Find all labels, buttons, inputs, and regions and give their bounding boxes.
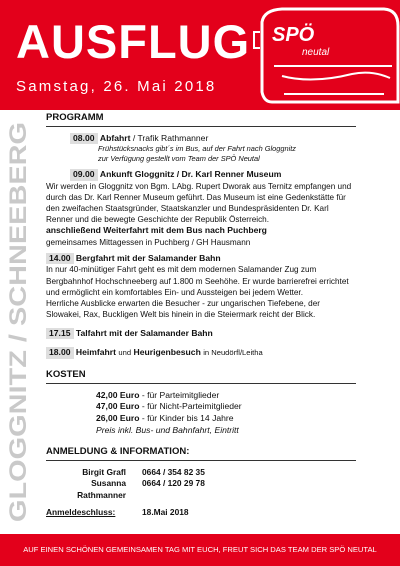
price-amount: 26,00 Euro (96, 412, 140, 423)
price-note: Preis inkl. Bus- und Bahnfahrt, Eintritt (96, 424, 239, 435)
programm-item-talfahrt (46, 328, 356, 340)
programm-item-museum (46, 169, 356, 248)
item-title: Abfahrt (99, 132, 131, 143)
item-note: Frühstücksnacks gibt´s im Bus, auf der Fahrt nach Gloggnitz (98, 144, 296, 154)
kosten-heading: KOSTEN (46, 369, 356, 384)
item-sub: und (118, 348, 132, 358)
contact-name: Susanna Rathmanner (77, 478, 126, 500)
price-label: - für Parteimitglieder (141, 389, 220, 400)
item-title: Heimfahrt (75, 347, 117, 358)
item-time: 09.00 (70, 169, 98, 181)
item-title2: Heurigenbesuch (133, 347, 201, 358)
item-time: 14.00 (46, 253, 74, 265)
header-banner (0, 0, 400, 110)
programm-heading: PROGRAMM (46, 112, 356, 127)
deadline-row (46, 507, 356, 518)
price-amount: 47,00 Euro (96, 401, 140, 412)
svg-text:GLOGGNITZ / SCHNEEBERG: GLOGGNITZ / SCHNEEBERG (5, 189, 32, 522)
item-time: 17.15 (46, 328, 74, 340)
price-label: - für Kinder bis 14 Jahre (141, 412, 234, 423)
item-body2: Herrliche Ausblicke erwarten die Besucher - zur ungarischen Tiefebene, der Slowakei, Rax, Buckligen Welt bis hinein in die Steiermark reicht der Blick. (46, 298, 320, 319)
anmeldung-heading: ANMELDUNG & INFORMATION: (46, 446, 356, 461)
deadline-value: 18.Mai 2018 (142, 507, 189, 517)
contact-row (46, 478, 356, 501)
contact-row (46, 467, 356, 478)
event-date: Samstag, 26. Mai 2018 (16, 78, 217, 95)
deadline-label: Anmeldeschluss: (46, 507, 116, 517)
programm-item-abfahrt (46, 133, 356, 165)
item-time: 18.00 (46, 347, 74, 359)
main-content (46, 112, 356, 518)
item-sub: / Trafik Rathmanner (132, 132, 209, 143)
programm-item-heimfahrt (46, 347, 356, 359)
price-label: - für Nicht-Parteimitglieder (141, 401, 242, 412)
item-body: Wir werden in Gloggnitz von Bgm. LAbg. Rupert Dworak aus Ternitz empfangen und durch das Dr. Karl Renner Museum geführt. Das Museum ist eine Gedenkstätte für den zweifachen Staatsgründer, Staatskanzler und Bundespräsidenten Dr. Karl Renner und die bewegte Geschichte der Republik Österreich. (46, 181, 352, 225)
item-note: zur Verfügung gestellt vom Team der SPÖ Neutal (98, 154, 260, 164)
footer-banner: AUF EINEN SCHÖNEN GEMEINSAMEN TAG MIT EUCH, FREUT SICH DAS TEAM DER SPÖ NEUTAL (0, 534, 400, 566)
spoe-logo: SPÖ (272, 24, 315, 46)
side-location-text (2, 112, 32, 532)
item-title: Ankunft Gloggnitz / Dr. Karl Renner Museum (99, 169, 282, 180)
item-body: In nur 40-minütiger Fahrt geht es mit dem modernen Salamander Zug zum Bergbahnhof Hochschneeberg auf 1.800 m Seehöhe. Er wurde barrierefrei errichtet und ermöglicht ein komfortables Ein- und Aussteigen bei jedem Wetter. (46, 265, 349, 297)
item-title: Talfahrt mit der Salamander Bahn (75, 327, 213, 338)
price-row (46, 401, 356, 413)
item-time: 08.00 (70, 133, 98, 145)
item-extra: gemeinsames Mittagessen in Puchberg / GH Hausmann (46, 237, 251, 247)
item-title: Bergfahrt mit der Salamander Bahn (75, 252, 221, 263)
item-extra-bold: anschließend Weiterfahrt mit dem Bus nach Puchberg (46, 225, 267, 236)
programm-item-bergfahrt (46, 253, 356, 320)
price-amount: 42,00 Euro (96, 389, 140, 400)
price-row (46, 390, 356, 402)
page-title: AUSFLUG (16, 15, 251, 68)
item-sub2: in Neudörfl/Leitha (203, 348, 263, 358)
contact-name: Birgit Grafl (82, 466, 126, 477)
contact-phone: 0664 / 120 29 78 (142, 478, 205, 489)
contact-phone: 0664 / 354 82 35 (142, 466, 205, 477)
spoe-logo-sub: neutal (302, 47, 330, 58)
price-row (46, 413, 356, 425)
